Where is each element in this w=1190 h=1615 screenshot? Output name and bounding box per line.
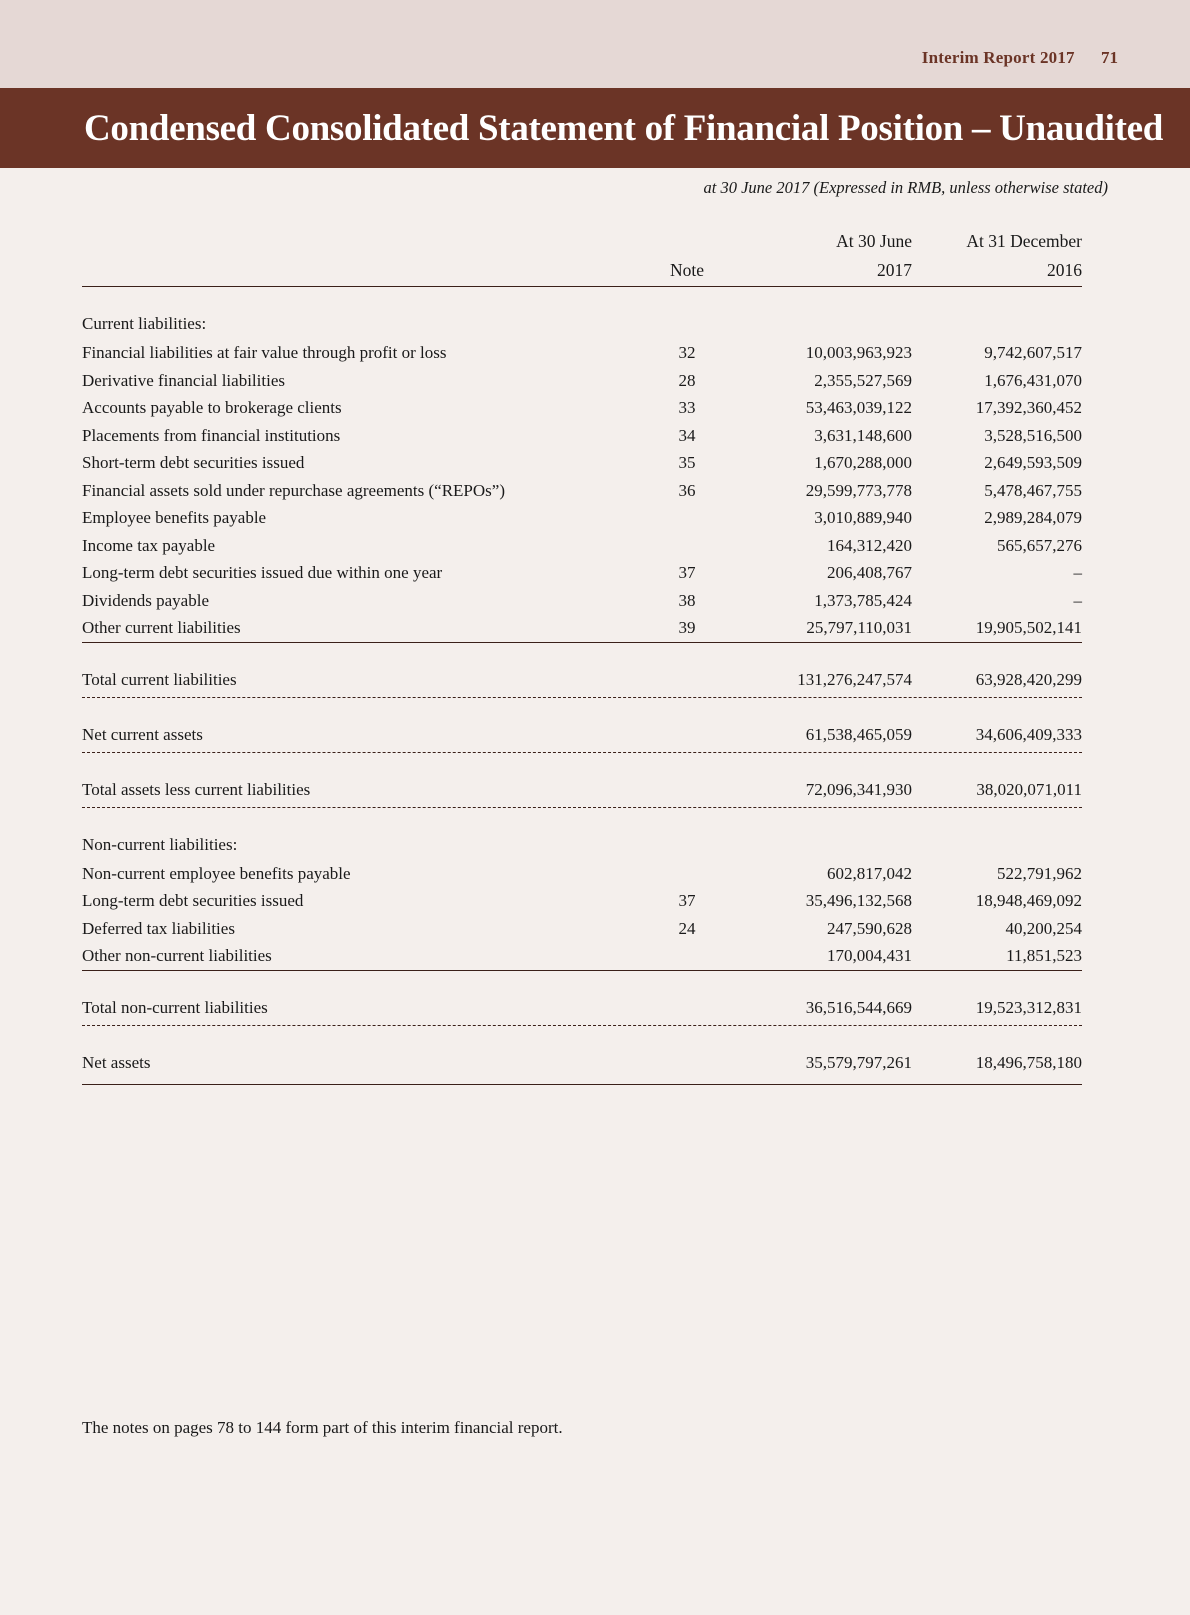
row-label: Other non-current liabilities bbox=[82, 946, 272, 966]
row-current-value: 53,463,039,122 bbox=[805, 398, 912, 418]
table-row bbox=[82, 504, 1082, 532]
row-label: Other current liabilities bbox=[82, 618, 241, 638]
row-previous-value: 3,528,516,500 bbox=[984, 425, 1082, 445]
row-current-value: 2,355,527,569 bbox=[814, 370, 912, 390]
spacer-before-total-current bbox=[82, 643, 1082, 665]
row-note: 32 bbox=[678, 343, 696, 363]
row-label: Derivative financial liabilities bbox=[82, 370, 285, 390]
row-current-value: 35,496,132,568 bbox=[805, 891, 912, 911]
row-note bbox=[642, 504, 732, 532]
row-current-value: 164,312,420 bbox=[827, 535, 912, 555]
page-number: 71 bbox=[1101, 48, 1118, 67]
row-label: Accounts payable to brokerage clients bbox=[82, 398, 342, 418]
row-current-value: 25,797,110,031 bbox=[806, 618, 912, 638]
row-label: Financial liabilities at fair value through profit or loss bbox=[82, 343, 447, 363]
row-current-value: 29,599,773,778 bbox=[805, 480, 912, 500]
report-label: Interim Report 2017 bbox=[921, 48, 1075, 67]
total-current-value: 131,276,247,574 bbox=[797, 669, 912, 689]
net-current-assets-row bbox=[82, 720, 1082, 750]
row-previous-value: 2,649,593,509 bbox=[984, 453, 1082, 473]
row-label: Long-term debt securities issued bbox=[82, 891, 304, 911]
table-row bbox=[82, 367, 1082, 395]
table-row bbox=[82, 614, 1082, 642]
spacer-1 bbox=[82, 698, 1082, 720]
row-label: Non-current employee benefits payable bbox=[82, 863, 351, 883]
financial-table-container bbox=[82, 228, 1082, 1085]
header-current-period-line2: 2017 bbox=[877, 260, 912, 281]
spacer-5 bbox=[82, 1078, 1082, 1085]
row-previous-value: 522,791,962 bbox=[997, 863, 1082, 883]
row-current-value: 170,004,431 bbox=[827, 946, 912, 966]
row-previous-value: 1,676,431,070 bbox=[984, 370, 1082, 390]
total-label: Net current assets bbox=[82, 724, 203, 744]
total-label: Net assets bbox=[82, 1052, 151, 1072]
total-previous-value: 18,496,758,180 bbox=[975, 1052, 1082, 1072]
table-row bbox=[82, 449, 1082, 477]
total-previous-value: 19,523,312,831 bbox=[975, 997, 1082, 1017]
row-previous-value: 18,948,469,092 bbox=[975, 891, 1082, 911]
statement-subtitle: at 30 June 2017 (Expressed in RMB, unless otherwise stated) bbox=[703, 178, 1108, 197]
row-note: 39 bbox=[678, 618, 696, 638]
row-current-value: 206,408,767 bbox=[827, 563, 912, 583]
footnote: The notes on pages 78 to 144 form part of this interim financial report. bbox=[82, 1418, 563, 1437]
row-current-value: 3,010,889,940 bbox=[814, 508, 912, 528]
row-note bbox=[642, 860, 732, 888]
section-current-liabilities-title bbox=[82, 309, 1082, 339]
row-note: 38 bbox=[678, 590, 696, 610]
row-note bbox=[642, 942, 732, 970]
spacer-2 bbox=[82, 753, 1082, 775]
page-title: Condensed Consolidated Statement of Financial Position – Unaudited bbox=[84, 107, 1164, 149]
total-label: Total non-current liabilities bbox=[82, 997, 268, 1017]
table-row bbox=[82, 587, 1082, 615]
total-current-value: 72,096,341,930 bbox=[805, 779, 912, 799]
row-previous-value: – bbox=[1073, 590, 1082, 610]
total-previous-value: 34,606,409,333 bbox=[975, 724, 1082, 744]
page-header-band bbox=[0, 0, 1190, 88]
table-row bbox=[82, 477, 1082, 505]
row-current-value: 1,373,785,424 bbox=[814, 590, 912, 610]
row-label: Dividends payable bbox=[82, 590, 209, 610]
row-previous-value: 19,905,502,141 bbox=[975, 618, 1082, 638]
header-previous-period-line2: 2016 bbox=[1047, 260, 1082, 281]
row-label: Short-term debt securities issued bbox=[82, 453, 305, 473]
spacer-3 bbox=[82, 808, 1082, 830]
header-blank bbox=[82, 228, 642, 257]
table-row bbox=[82, 942, 1082, 970]
row-note: 33 bbox=[678, 398, 696, 418]
row-previous-value: 5,478,467,755 bbox=[984, 480, 1082, 500]
row-note: 28 bbox=[678, 370, 696, 390]
row-note: 35 bbox=[678, 453, 696, 473]
section-non-current-liabilities-title bbox=[82, 830, 1082, 860]
row-label: Financial assets sold under repurchase agreements (“REPOs”) bbox=[82, 480, 505, 500]
row-note: 37 bbox=[678, 563, 696, 583]
total-previous-value: 38,020,071,011 bbox=[976, 779, 1082, 799]
row-label: Placements from financial institutions bbox=[82, 425, 341, 445]
table-row bbox=[82, 559, 1082, 587]
row-note bbox=[642, 532, 732, 560]
spacer-4 bbox=[82, 1026, 1082, 1048]
row-current-value: 3,631,148,600 bbox=[814, 425, 912, 445]
row-label: Long-term debt securities issued due within one year bbox=[82, 563, 443, 583]
row-previous-value: 2,989,284,079 bbox=[984, 508, 1082, 528]
total-label: Total current liabilities bbox=[82, 669, 237, 689]
total-previous-value: 63,928,420,299 bbox=[975, 669, 1082, 689]
row-note: 24 bbox=[678, 918, 696, 938]
total-current-value: 35,579,797,261 bbox=[805, 1052, 912, 1072]
table-header-row-1 bbox=[82, 228, 1082, 257]
net-assets-row bbox=[82, 1048, 1082, 1078]
row-label: Employee benefits payable bbox=[82, 508, 267, 528]
financial-position-table bbox=[82, 228, 1082, 1085]
table-row bbox=[82, 915, 1082, 943]
spacer-after-header bbox=[82, 287, 1082, 309]
closing-rule bbox=[82, 1085, 1082, 1086]
total-current-liabilities-row bbox=[82, 665, 1082, 695]
table-row bbox=[82, 532, 1082, 560]
row-previous-value: – bbox=[1073, 563, 1082, 583]
row-current-value: 602,817,042 bbox=[827, 863, 912, 883]
total-assets-less-current-liabilities-row bbox=[82, 775, 1082, 805]
total-current-value: 61,538,465,059 bbox=[805, 724, 912, 744]
row-label: Deferred tax liabilities bbox=[82, 918, 235, 938]
header-note-label: Note bbox=[669, 260, 705, 281]
title-bar bbox=[0, 88, 1190, 168]
table-row bbox=[82, 394, 1082, 422]
row-label: Income tax payable bbox=[82, 535, 216, 555]
section-title-label: Non-current liabilities: bbox=[82, 834, 238, 854]
header-note-blank bbox=[642, 228, 732, 257]
row-current-value: 247,590,628 bbox=[827, 918, 912, 938]
running-header bbox=[922, 48, 1118, 68]
row-previous-value: 40,200,254 bbox=[1005, 918, 1082, 938]
header-previous-period-line1: At 31 December bbox=[966, 231, 1082, 251]
header-current-period-line1: At 30 June bbox=[836, 231, 912, 251]
row-current-value: 1,670,288,000 bbox=[814, 453, 912, 473]
total-non-current-liabilities-row bbox=[82, 993, 1082, 1023]
row-note: 34 bbox=[678, 425, 696, 445]
total-label: Total assets less current liabilities bbox=[82, 779, 311, 799]
header-blank-2 bbox=[82, 257, 642, 287]
table-header-row-2 bbox=[82, 257, 1082, 287]
row-previous-value: 565,657,276 bbox=[997, 535, 1082, 555]
spacer-before-total-non-current bbox=[82, 971, 1082, 993]
section-title-label: Current liabilities: bbox=[82, 314, 207, 334]
table-row bbox=[82, 422, 1082, 450]
table-row bbox=[82, 887, 1082, 915]
row-previous-value: 9,742,607,517 bbox=[984, 343, 1082, 363]
table-row bbox=[82, 339, 1082, 367]
row-previous-value: 17,392,360,452 bbox=[975, 398, 1082, 418]
row-note: 37 bbox=[678, 891, 696, 911]
row-previous-value: 11,851,523 bbox=[1006, 946, 1082, 966]
total-current-value: 36,516,544,669 bbox=[805, 997, 912, 1017]
row-current-value: 10,003,963,923 bbox=[805, 343, 912, 363]
row-note: 36 bbox=[678, 480, 696, 500]
table-row bbox=[82, 860, 1082, 888]
